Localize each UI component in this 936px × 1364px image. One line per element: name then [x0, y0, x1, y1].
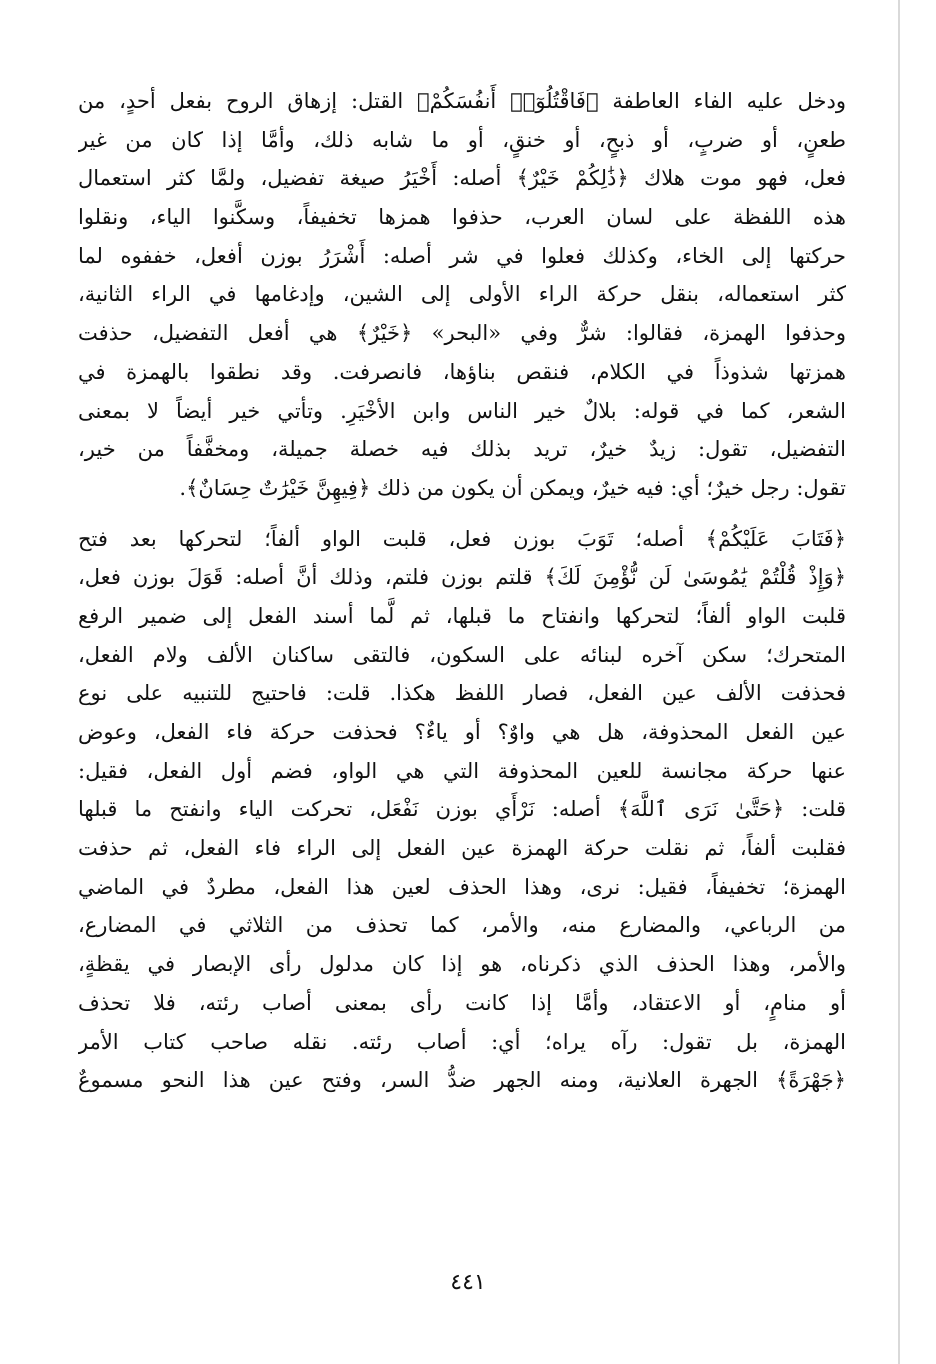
text-line: أو منامٍ، أو الاعتقاد، وأمَّا إذا كانت رأى بمعنى أصاب رئته، فلا تحذف [78, 990, 846, 1015]
text-line: قلبت الواو ألفاً؛ لتحركها وانفتاح ما قبلها، ثم لَّما أسند الفعل إلى ضمير الرفع [78, 603, 846, 628]
text-line: وحذفوا الهمزة، فقالوا: شرٌّ وفي «البحر» ﴿خَيْرٌ﴾ هي أفعل التفضيل، حذفت [78, 321, 846, 346]
text-line: قلت: ﴿حَتَّىٰ نَرَى ٱللَّهَ﴾ أصله: نَرْأَي بوزن نَفْعَل، تحركت الياء وانفتح ما قبلها [78, 797, 846, 822]
text-line: كثر استعماله، بنقل حركة الراء الأولى إلى الشين، وإدغامها في الراء الثانية، [78, 282, 846, 307]
text-line: فقلبت ألفاً، ثم نقلت حركة الهمزة عين الفعل إلى الراء فاء الفعل، ثم حذفت [78, 836, 846, 861]
text-line: عنها حركة مجانسة للعين المحذوفة التي هي الواو، فضم أول الفعل، فقيل: [78, 758, 846, 783]
text-line: فحذفت الألف عين الفعل، فصار اللفظ هكذا. قلت: فاحتيج للتنبيه على نوع [78, 681, 846, 706]
text-line: المتحرك؛ سكن آخره لبنائه على السكون، فالتقى ساكنان الألف ولام الفعل، [78, 642, 846, 667]
text-line: الهمزة، بل تقول: رآه يراه؛ أي: أصاب رئته. نقله صاحب كتاب الأمر [78, 1029, 846, 1054]
text-line: والأمر، وهذا الحذف الذي ذكرناه، هو إذا كان مدلول رأى الإبصار في يقظةٍ، [78, 952, 846, 977]
text-line: حركتها إلى الخاء، وكذلك فعلوا في شر أصله: أَشْرَرُ بوزن أفعل، خففوه لما [78, 243, 846, 268]
text-line: من الرباعي، والمضارع منه، والأمر، كما تحذف من الثلاثي في المضارع، [78, 913, 846, 938]
text-line: عين الفعل المحذوفة، هل هي واوٌ؟ أو ياءٌ؟ فحذفت حركة فاء الفعل، وعوض [78, 720, 846, 744]
text-line: هذه اللفظة على لسان العرب، حذفوا همزها تخفيفاً، وسكَّنوا الياء، ونقلوا [78, 205, 846, 230]
text-line: ﴿فَتَابَ عَلَيْكُمْ﴾ أصله؛ تَوَبَ بوزن فعل، قلبت الواو ألفاً؛ لتحركها بعد فتح [78, 526, 846, 551]
paragraph-2 [78, 520, 846, 1100]
text-line: تقول: رجل خيرٌ؛ أي: فيه خيرٌ، ويمكن أن يكون من ذلك ﴿فِيهِنَّ خَيْرَٰتٌ حِسَانٌ﴾. [179, 475, 846, 500]
paragraph-1 [78, 82, 846, 508]
page-edge-shadow [898, 0, 900, 1364]
text-line: الهمزة؛ تخفيفاً، فقيل: نرى، وهذا الحذف لعين هذا الفعل، مطردٌ في الماضي [78, 874, 846, 899]
text-line: ودخل عليه الفاء العاطفة ﴿فَاقْتُلُوٓا۟ أَنفُسَكُمْ﴾ القتل: إزهاق الروح بفعل أحدٍ، من [78, 89, 846, 113]
main-text [78, 82, 846, 1100]
text-line: همزتها شذوذاً في الكلام، فنقص بناؤها، فانصرفت. وقد نطقوا بالهمزة في [78, 359, 846, 384]
page-number: ٤٤١ [450, 1270, 486, 1295]
text-line: فعل، فهو موت هلاك ﴿ذَٰلِكُمْ خَيْرٌ﴾ أصله: أَخْيَرُ صيغة تفضيل، ولمَّا كثر استعمال [78, 166, 846, 191]
text-line: التفضيل، تقول: زيدٌ خيرٌ، تريد بذلك فيه خصلة جميلة، ومخفَّفاً من خير، [78, 437, 846, 462]
text-line: ﴿جَهْرَةً﴾ الجهرة العلانية، ومنه الجهر ضدُّ السر، وفتح عين هذا النحو مسموعٌ [78, 1068, 846, 1093]
text-line: طعنٍ، أو ضربٍ، أو ذبحٍ، أو خنقٍ، أو ما شابه ذلك، وأمَّا إذا كان من غير [78, 127, 846, 152]
paragraph-gap [78, 508, 846, 520]
text-line: ﴿وَإِذْ قُلْتُمْ يَٰمُوسَىٰ لَن نُّؤْمِنَ لَكَ﴾ قلتم بوزن فلتم، وذلك أنَّ أصله: قَوَلَ بوزن فعل، [78, 565, 846, 590]
text-line: الشعر، كما في قوله: بلالٌ خير الناس وابن الأخْيَرِ. وتأتي خير أيضاً لا بمعنى [78, 398, 846, 423]
